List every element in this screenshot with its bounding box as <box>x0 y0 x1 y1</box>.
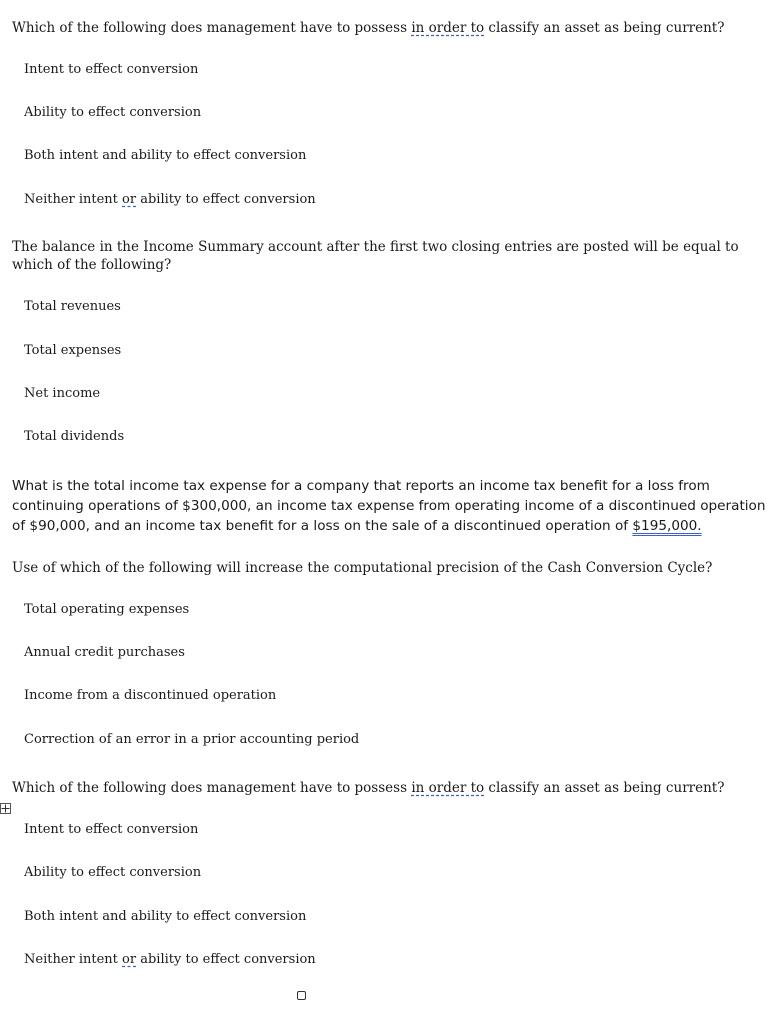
question-1-text: Which of the following does management have to possess <box>12 20 412 36</box>
move-arrows-icon <box>1 804 10 813</box>
question-5 <box>12 779 762 797</box>
question-1 <box>12 19 762 37</box>
table-move-icon[interactable] <box>0 803 11 814</box>
q4-option-4: Correction of an error in a prior accounting period <box>24 732 360 747</box>
question-1-text-end: classify an asset as being current? <box>484 20 725 36</box>
grammar-flag[interactable]: in order to <box>411 20 485 36</box>
question-3 <box>12 476 772 536</box>
q1-option-1: Intent to effect conversion <box>24 62 199 77</box>
q2-option-4: Total dividends <box>24 429 125 444</box>
question-3-text: What is the total income tax expense for a company that reports an income tax benefit for a loss from continuing operations of $300,000, an income tax expense from operating income of a discontinued operation of $90,000, and an income tax benefit for a loss on the sale of a discontinued operation of <box>12 478 766 534</box>
q1-option-3: Both intent and ability to effect conversion <box>24 148 307 163</box>
q2-option-1: Total revenues <box>24 299 121 314</box>
q5-option-1: Intent to effect conversion <box>24 822 199 837</box>
question-5-text: Which of the following does management have to possess <box>12 780 412 796</box>
q4-option-1: Total operating expenses <box>24 602 190 617</box>
q5-option-3: Both intent and ability to effect conversion <box>24 909 307 924</box>
question-4: Use of which of the following will increase the computational precision of the Cash Conversion Cycle? <box>12 560 713 576</box>
q2-option-2: Total expenses <box>24 343 122 358</box>
option-text: Neither intent <box>24 192 123 207</box>
grammar-flag[interactable]: in order to <box>411 780 485 796</box>
q1-option-4 <box>24 191 316 209</box>
option-text-end: ability to effect conversion <box>136 952 316 967</box>
question-2: The balance in the Income Summary account after the first two closing entries are posted will be equal to which of the following? <box>12 239 739 273</box>
q5-option-2: Ability to effect conversion <box>24 865 202 880</box>
q4-option-3: Income from a discontinued operation <box>24 688 277 703</box>
question-5-text-end: classify an asset as being current? <box>484 780 725 796</box>
grammar-flag[interactable]: or <box>122 192 137 207</box>
q2-option-3: Net income <box>24 386 101 401</box>
underlined-amount: $195,000. <box>632 518 702 534</box>
grammar-flag[interactable]: or <box>122 952 137 967</box>
checkbox[interactable] <box>297 991 306 1000</box>
option-text-end: ability to effect conversion <box>136 192 316 207</box>
q5-option-4 <box>24 951 316 969</box>
q1-option-2: Ability to effect conversion <box>24 105 202 120</box>
q4-option-2: Annual credit purchases <box>24 645 185 660</box>
option-text: Neither intent <box>24 952 123 967</box>
